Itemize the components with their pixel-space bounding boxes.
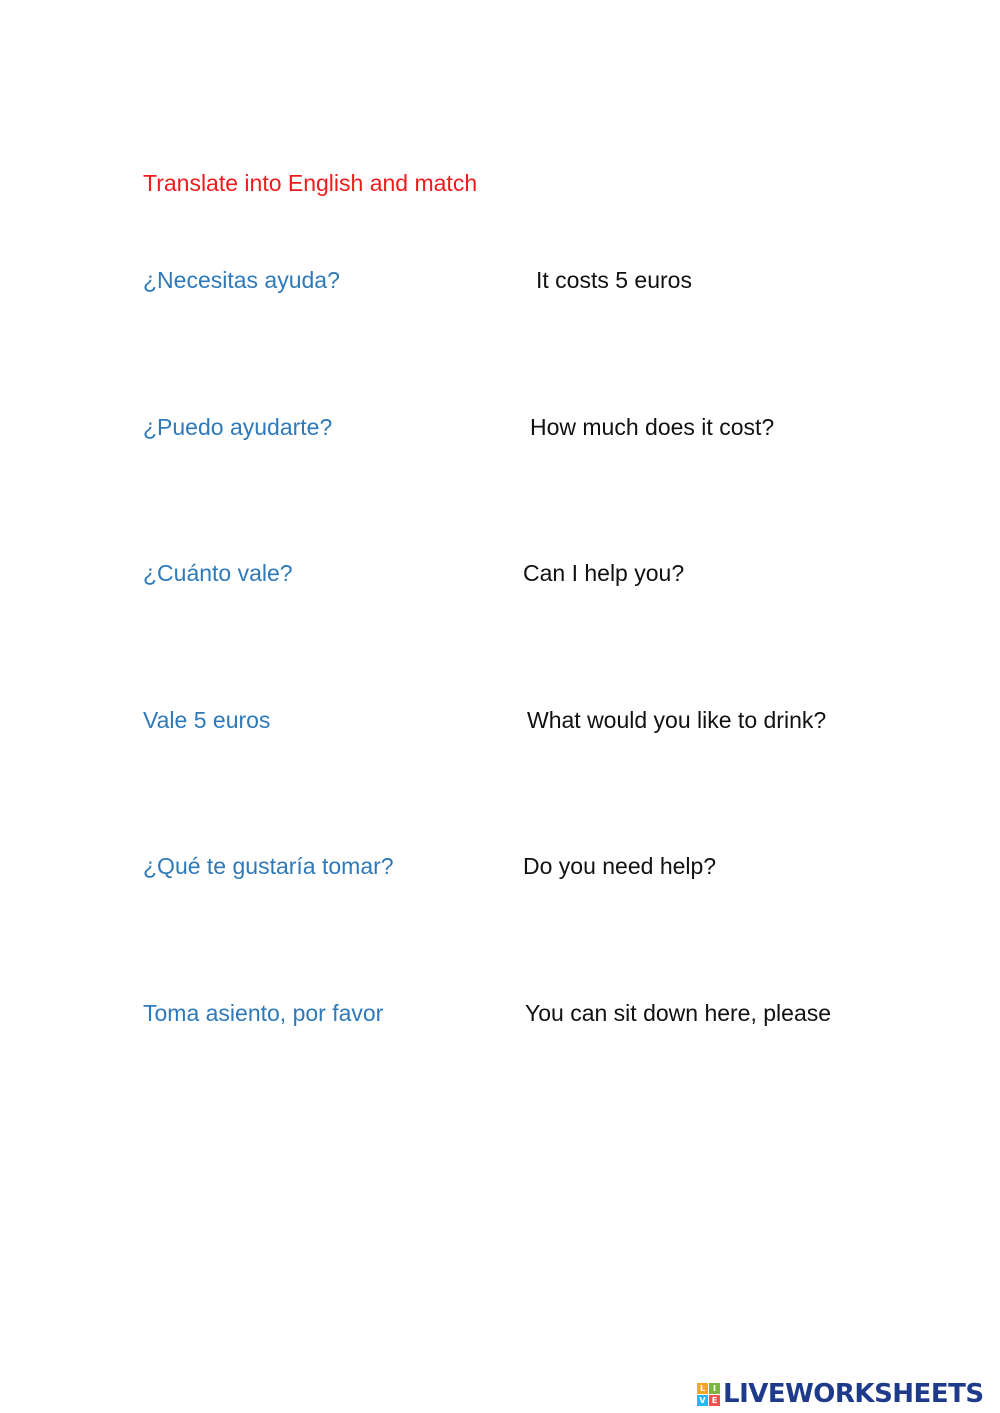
spanish-phrase: ¿Necesitas ayuda? xyxy=(143,267,340,293)
spanish-phrase: ¿Puedo ayudarte? xyxy=(143,414,333,440)
english-phrase: Do you need help? xyxy=(523,853,717,879)
logo-letter: E xyxy=(709,1395,720,1406)
spanish-phrase: Vale 5 euros xyxy=(143,707,271,733)
logo-letter: V xyxy=(697,1395,708,1406)
english-phrase: What would you like to drink? xyxy=(527,707,827,733)
spanish-phrase: ¿Qué te gustaría tomar? xyxy=(143,853,394,879)
logo-letter: I xyxy=(709,1383,720,1394)
english-phrase: Can I help you? xyxy=(523,560,685,586)
english-phrase: It costs 5 euros xyxy=(536,267,692,293)
english-phrase: You can sit down here, please xyxy=(525,1000,832,1026)
liveworksheets-wordmark: LIVEWORKSHEETS xyxy=(723,1379,984,1409)
logo-letter: L xyxy=(697,1383,708,1394)
english-phrase: How much does it cost? xyxy=(530,414,775,440)
liveworksheets-logo xyxy=(697,1380,984,1408)
worksheet-instruction: Translate into English and match xyxy=(143,170,478,196)
spanish-phrase: ¿Cuánto vale? xyxy=(143,560,293,586)
liveworksheets-logo-icon xyxy=(697,1383,720,1406)
spanish-phrase: Toma asiento, por favor xyxy=(143,1000,384,1026)
